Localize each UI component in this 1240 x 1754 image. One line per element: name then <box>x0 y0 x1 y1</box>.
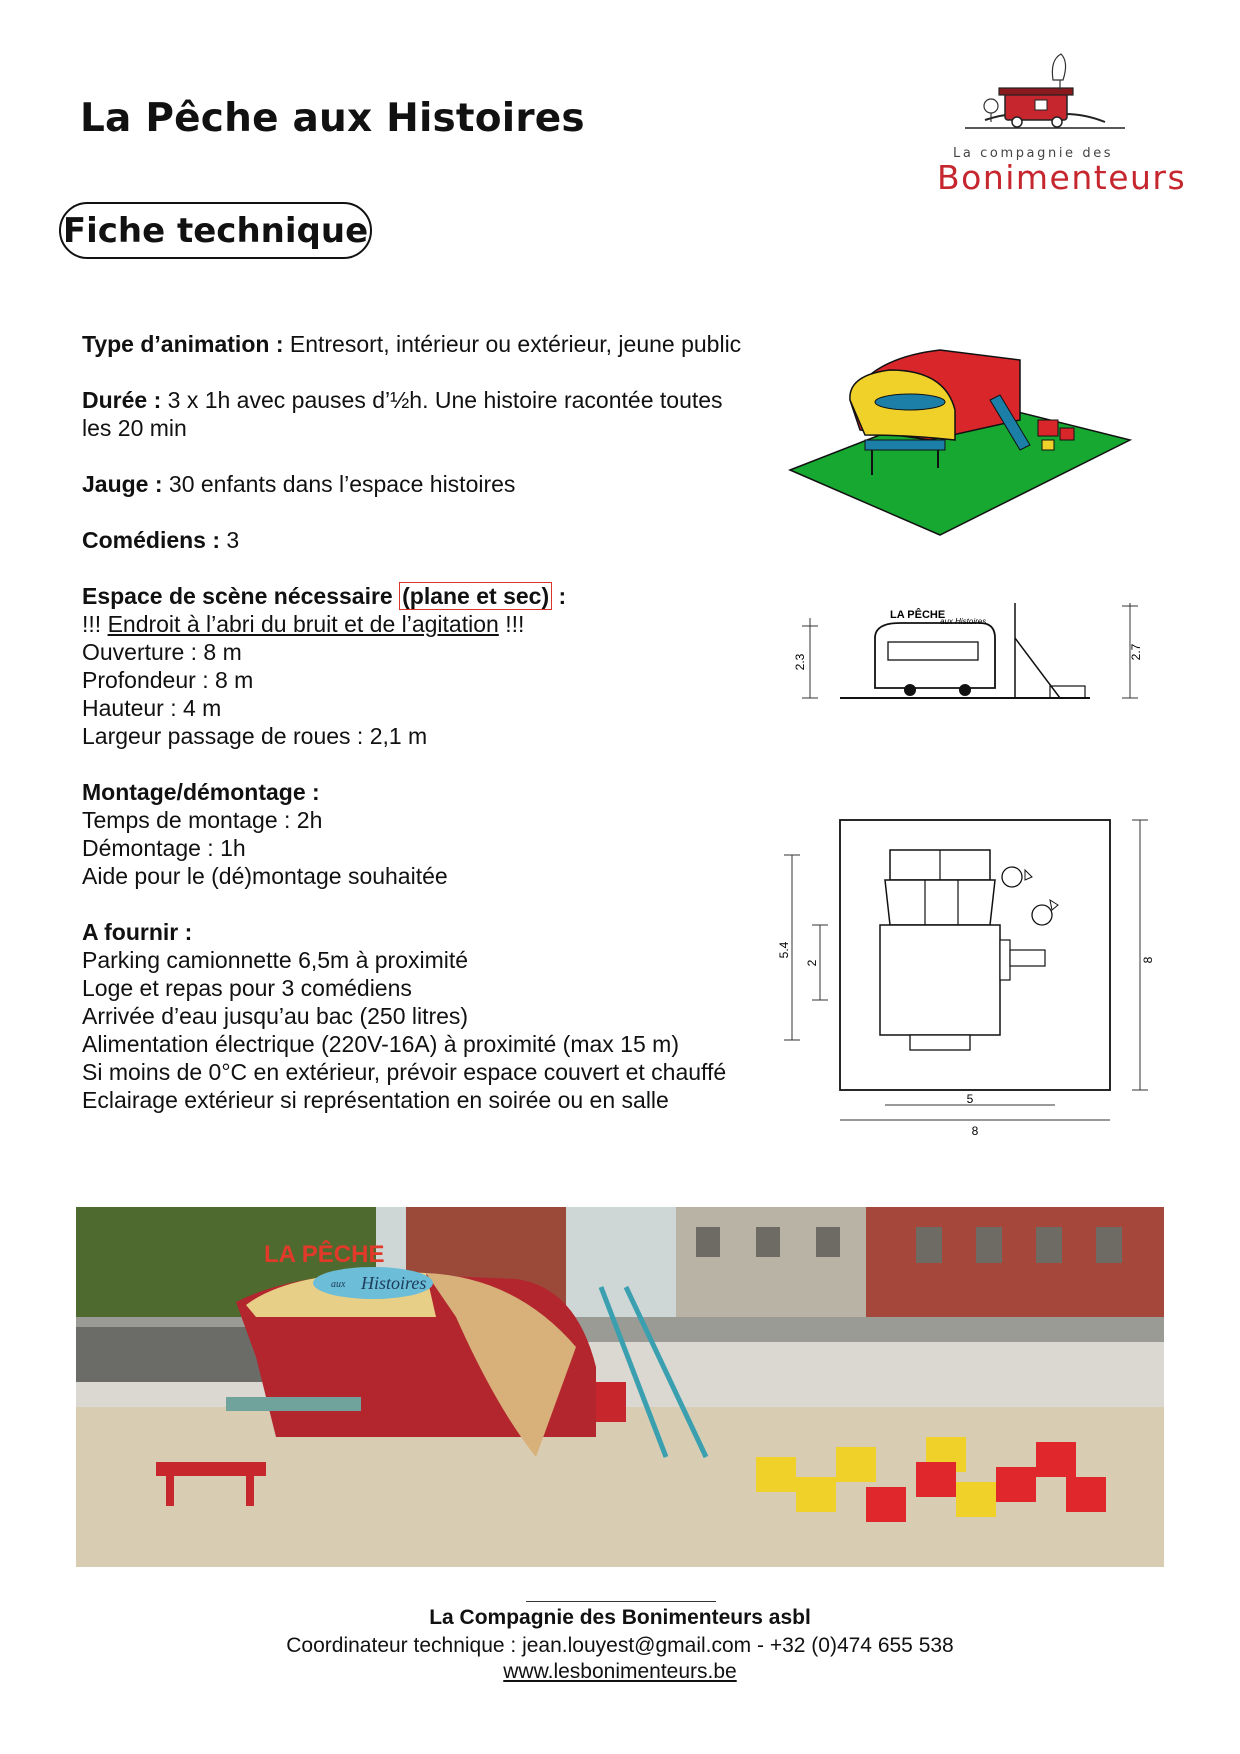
elevation-dim-right: 2.7 <box>1129 643 1143 661</box>
fournir-line: Si moins de 0°C en extérieur, prévoir espace couvert et chauffé <box>82 1059 727 1085</box>
plan-dim-8-bottom: 8 <box>971 1124 979 1138</box>
jauge-text: 30 enfants dans l’espace histoires <box>168 471 516 497</box>
elevation-dim-left: 2.3 <box>793 653 807 671</box>
duree-label: Durée : <box>82 387 162 413</box>
elevation-caravan-text1: LA PÊCHE <box>890 609 946 621</box>
montage-section <box>82 778 752 890</box>
espace-label: Espace de scène nécessaire <box>82 583 393 609</box>
montage-line: Temps de montage : 2h <box>82 807 323 833</box>
espace-line: Hauteur : 4 m <box>82 695 222 721</box>
page-title: La Pêche aux Histoires <box>80 96 585 141</box>
caravan-logo-icon <box>935 50 1155 150</box>
jauge-section <box>82 470 752 498</box>
photo-sign-small: aux <box>331 1279 346 1290</box>
montage-line: Aide pour le (dé)montage souhaitée <box>82 863 448 889</box>
espace-line: Largeur passage de roues : 2,1 m <box>82 723 428 749</box>
espace-line: Profondeur : 8 m <box>82 667 254 693</box>
warning-suffix: !!! <box>505 611 525 637</box>
fournir-label: A fournir : <box>82 919 193 945</box>
plan-dim-8-right: 8 <box>1141 956 1155 964</box>
fournir-line: Alimentation électrique (220V-16A) à proximité (max 15 m) <box>82 1031 679 1057</box>
duree-section <box>82 386 752 442</box>
duree-text: 3 x 1h avec pauses d’½h. Une histoire racontée toutes les 20 min <box>82 387 723 441</box>
footer-divider <box>526 1601 716 1602</box>
elevation-drawing <box>790 598 1160 708</box>
espace-highlight: (plane et sec) <box>399 582 552 610</box>
warning-text: Endroit à l’abri du bruit et de l’agitation <box>107 611 499 637</box>
type-label: Type d’animation : <box>82 331 284 357</box>
plan-dim-2: 2 <box>805 959 819 967</box>
jauge-label: Jauge : <box>82 471 163 497</box>
photo-image <box>76 1207 1164 1567</box>
comediens-text: 3 <box>226 527 240 553</box>
company-logo <box>935 50 1187 200</box>
type-text: Entresort, intérieur ou extérieur, jeune public <box>289 331 742 357</box>
isometric-stage-drawing <box>780 340 1140 540</box>
comediens-section <box>82 526 752 554</box>
photo-sign-main: Histoires <box>361 1273 427 1293</box>
scene-photo <box>76 1207 1164 1567</box>
montage-line: Démontage : 1h <box>82 835 246 861</box>
espace-colon: : <box>558 583 567 609</box>
montage-label: Montage/démontage : <box>82 779 320 805</box>
fournir-line: Loge et repas pour 3 comédiens <box>82 975 412 1001</box>
plan-dim-5: 5 <box>966 1092 974 1106</box>
comediens-label: Comédiens : <box>82 527 221 553</box>
footer-contact: Coordinateur technique : jean.louyest@gmail.com - +32 (0)474 655 538 <box>286 1634 954 1657</box>
fournir-line: Arrivée d’eau jusqu’au bac (250 litres) <box>82 1003 469 1029</box>
fournir-section <box>82 918 752 1114</box>
espace-line: Ouverture : 8 m <box>82 639 242 665</box>
subtitle-pill <box>59 202 372 259</box>
logo-name: Bonimenteurs <box>937 158 1187 197</box>
type-animation-section <box>82 330 752 358</box>
footer-org: La Compagnie des Bonimenteurs asbl <box>429 1606 811 1629</box>
plan-dim-54: 5.4 <box>777 941 791 959</box>
plan-drawing <box>777 815 1170 1145</box>
logo-tagline: La compagnie des <box>953 146 1114 161</box>
technical-details <box>82 330 752 1142</box>
photo-sign-top: LA PÊCHE <box>264 1241 385 1268</box>
espace-section <box>82 582 752 750</box>
subtitle-text: Fiche technique <box>62 210 369 251</box>
elevation-caravan-text2: aux Histoires <box>940 617 987 626</box>
fournir-line: Parking camionnette 6,5m à proximité <box>82 947 469 973</box>
footer-website-link[interactable]: www.lesbonimenteurs.be <box>503 1660 737 1683</box>
fournir-line: Eclairage extérieur si représentation en soirée ou en salle <box>82 1087 669 1113</box>
warning-prefix: !!! <box>82 611 102 637</box>
